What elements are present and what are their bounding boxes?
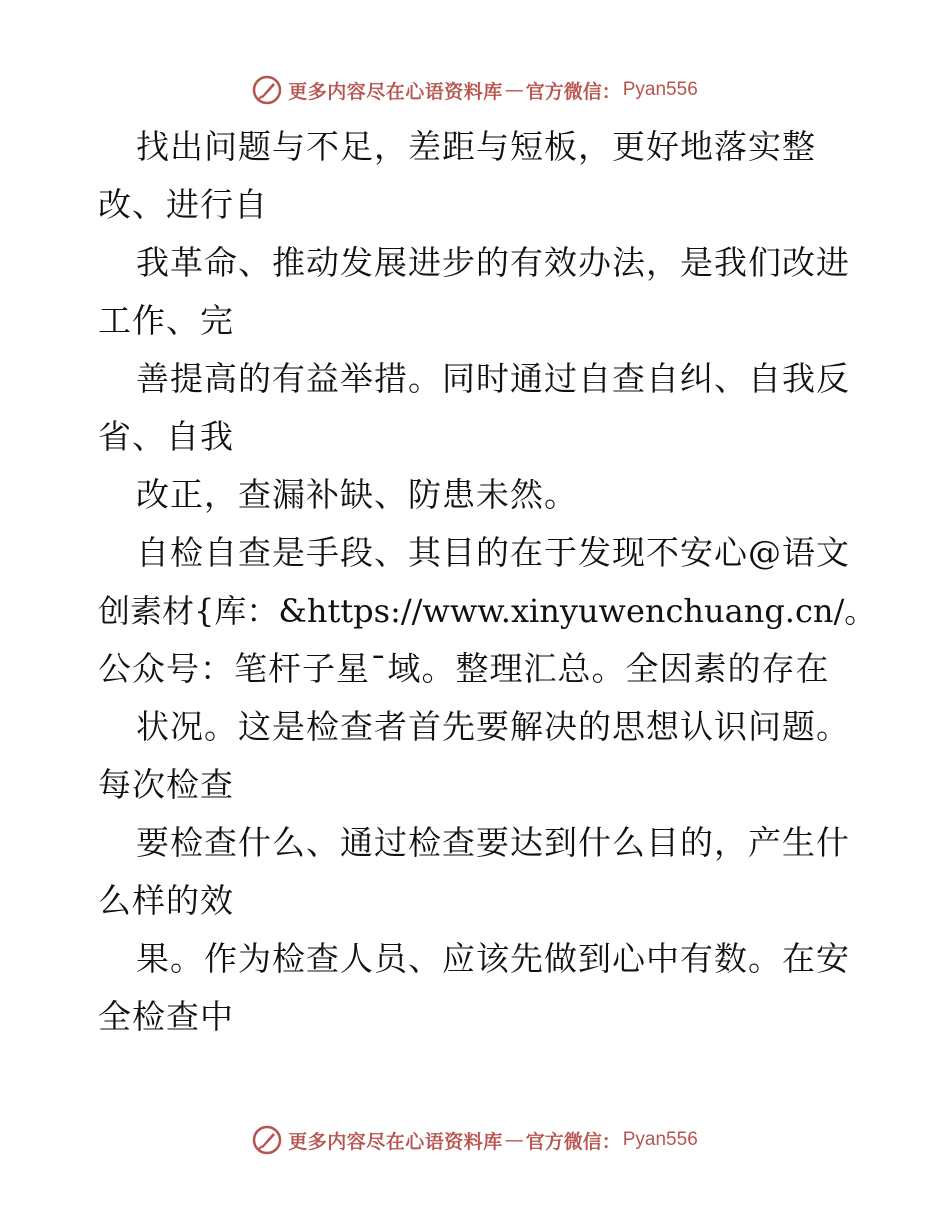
banner-dash: — bbox=[504, 79, 524, 101]
banner-wechat-label: 官方微信： bbox=[525, 80, 621, 103]
text-line: 么样的效 bbox=[98, 881, 234, 920]
text-line: 改、进行自 bbox=[98, 185, 268, 224]
text-line: 我革命、推动发展进步的有效办法，是我们改进 bbox=[136, 243, 850, 282]
banner-wechat-label: 官方微信： bbox=[525, 1130, 621, 1153]
text-line: 每次检查 bbox=[98, 765, 234, 804]
text-line: 省、自我 bbox=[98, 417, 234, 456]
banner-slogan: 更多内容尽在心语资料库 bbox=[288, 1130, 503, 1153]
banner-slogan: 更多内容尽在心语资料库 bbox=[288, 80, 503, 103]
text-line: 要检查什么、通过检查要达到什么目的，产生什 bbox=[136, 823, 850, 862]
text-line: 善提高的有益举措。同时通过自查自纠、自我反 bbox=[136, 359, 850, 398]
text-line: 自检自查是手段、其目的在于发现不安心@语文 bbox=[136, 533, 850, 572]
text-line: 公众号：笔杆子星¯域。整理汇总。全因素的存在 bbox=[98, 649, 830, 688]
quill-logo-icon bbox=[252, 75, 282, 105]
banner-wechat-id: Pyan556 bbox=[622, 79, 698, 100]
text-line: 改正，查漏补缺、防患未然。 bbox=[136, 475, 578, 514]
text-line: 创素材{库：&https://www.xinyuwenchuang.cn/。 bbox=[98, 592, 877, 630]
banner-dash: — bbox=[504, 1129, 524, 1151]
banner-wechat-id: Pyan556 bbox=[622, 1129, 698, 1150]
text-line: 果。作为检查人员、应该先做到心中有数。在安 bbox=[136, 939, 850, 978]
document-body bbox=[98, 118, 877, 1046]
quill-logo-icon bbox=[252, 1125, 282, 1155]
footer-banner bbox=[0, 1120, 950, 1160]
text-line: 状况。这是检查者首先要解决的思想认识问题。 bbox=[136, 707, 850, 746]
header-banner bbox=[0, 70, 950, 110]
text-line: 工作、完 bbox=[98, 301, 234, 340]
text-line: 全检查中 bbox=[98, 997, 234, 1036]
text-line: 找出问题与不足，差距与短板，更好地落实整 bbox=[136, 127, 816, 166]
